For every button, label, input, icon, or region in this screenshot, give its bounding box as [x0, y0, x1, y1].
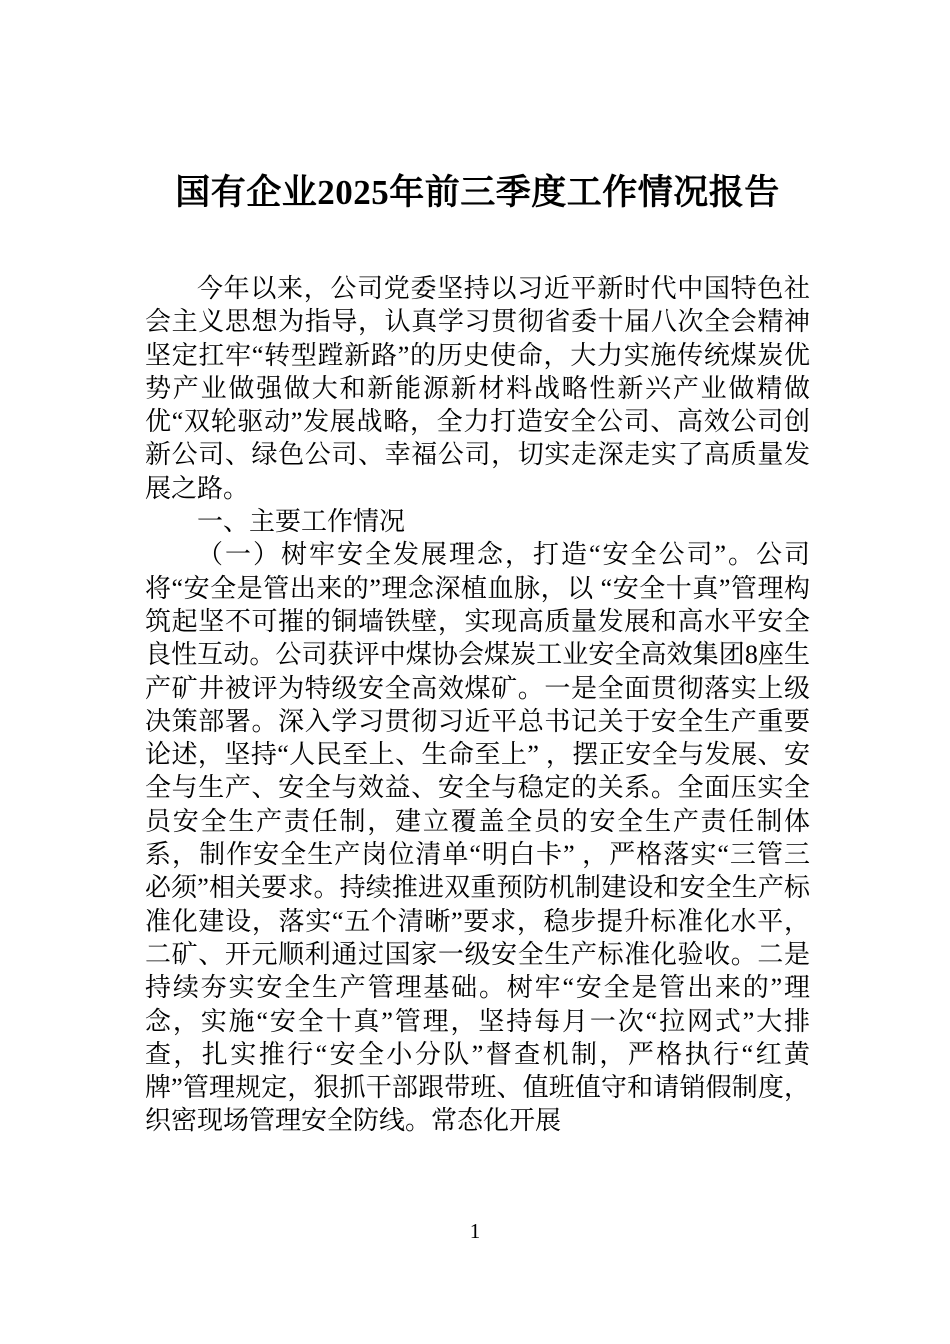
section-heading-main-work: 一、主要工作情况	[197, 507, 406, 537]
paragraph-intro: 今年以来，公司党委坚持以习近平新时代中国特色社会主义思想为指导，认真学习贯彻省委十届八次全会精神坚定扛牢“转型蹚新路”的历史使命，大力实施传统煤炭优势产业做强做大和新能源新材料战略性新兴产业做精做优“双轮驱动”发展战略，全力打造安全公司、高效公司创新公司、绿色公司、幸福公司，切实走深走实了高质量发展之路。	[145, 274, 810, 503]
document-title: 国有企业2025年前三季度工作情况报告	[175, 173, 780, 212]
paragraph-safety-section: （一）树牢安全发展理念，打造“安全公司”。公司将“安全是管出来的”理念深植血脉，以 “安全十真”管理构筑起坚不可摧的铜墙铁壁，实现高质量发展和高水平安全良性互动。公司获评中煤协会煤炭工业安全高效集团8座生产矿井被评为特级安全高效煤矿。一是全面贯彻落实上级决策部署。深入学习贯彻习近平总书记关于安全生产重要论述，坚持“人民至上、生命至上” ，摆正安全与发展、安全与生产、安全与效益、安全与稳定的关系。全面压实全员安全生产责任制，建立覆盖全员的安全生产责任制体系，制作安全生产岗位清单“明白卡” ，严格落实“三管三必须”相关要求。持续推进双重预防机制建设和安全生产标准化建设，落实“五个清晰”要求，稳步提升标准化水平，二矿、开元顺利通过国家一级安全生产标准化验收。二是持续夯实安全生产管理基础。树牢“安全是管出来的”理念，实施“安全十真”管理，坚持每月一次“拉网式”大排查，扎实推行“安全小分队”督查机制，严格执行“红黄牌”管理规定，狠抓干部跟带班、值班值守和请销假制度，织密现场管理安全防线。常态化开展	[145, 540, 810, 1136]
page-number: 1	[469, 1219, 481, 1243]
document-body	[145, 272, 810, 1138]
